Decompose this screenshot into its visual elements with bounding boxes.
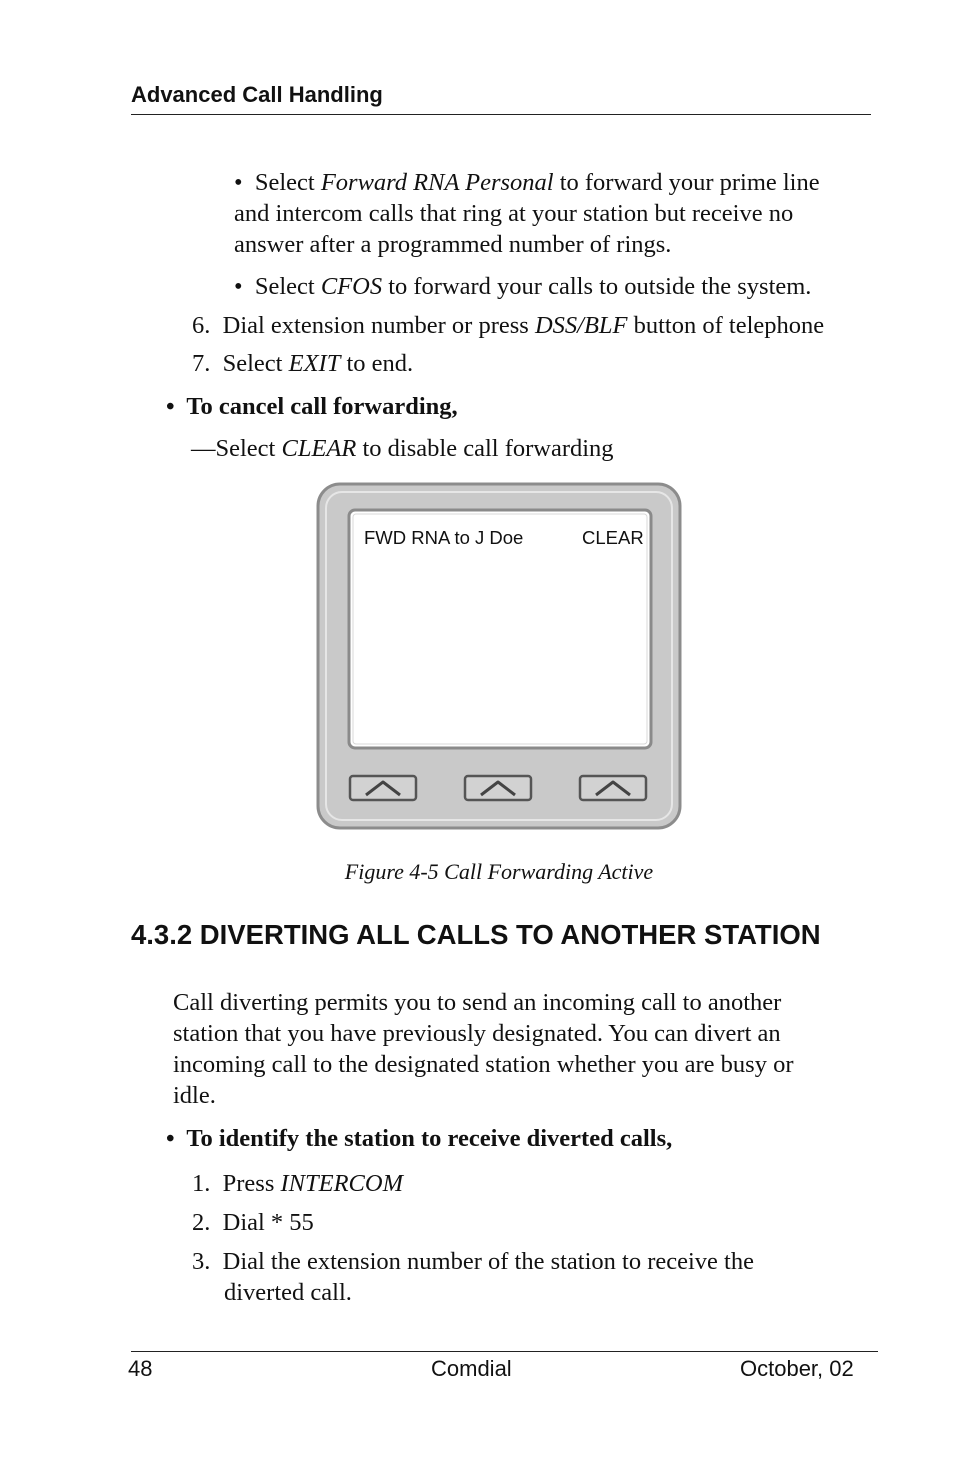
emphasis: Forward RNA Personal (320, 169, 554, 196)
text: incoming call to the designated station whether you are busy or (173, 1051, 794, 1078)
lcd-softkey-label-clear: CLEAR (582, 527, 644, 548)
text: station that you have previously designated. You can divert an (173, 1020, 781, 1047)
text: to forward your prime line (553, 169, 820, 196)
step-number: 3. (192, 1248, 211, 1275)
text: Select (254, 273, 321, 300)
figure-caption: Figure 4-5 Call Forwarding Active (344, 859, 654, 884)
emphasis: INTERCOM (280, 1170, 403, 1197)
text: and intercom calls that ring at your station but receive no (234, 200, 794, 227)
bullet-mark: • (234, 169, 243, 196)
text: Dial * 55 (222, 1209, 314, 1236)
bullet-mark: • (166, 1125, 175, 1152)
text: idle. (173, 1082, 216, 1109)
list-item-cfos (234, 271, 811, 302)
step-7 (192, 348, 413, 379)
text: To cancel call forwarding, (186, 393, 458, 420)
text: diverted call. (224, 1279, 352, 1306)
running-header: Advanced Call Handling (131, 82, 383, 107)
divert-step-3 (192, 1246, 754, 1308)
footer-company: Comdial (431, 1356, 512, 1381)
softkey-middle (465, 776, 531, 800)
emphasis: CFOS (320, 273, 383, 300)
step-number: 2. (192, 1209, 211, 1236)
emphasis: DSS/BLF (534, 312, 628, 339)
section-heading: 4.3.2 DIVERTING ALL CALLS TO ANOTHER STATION (131, 919, 821, 950)
step-number: 6. (192, 312, 211, 339)
text: Select (222, 350, 289, 377)
text: to disable call forwarding (356, 435, 614, 462)
step-number: 7. (192, 350, 211, 377)
footer-rule (131, 1351, 878, 1352)
softkey-left (350, 776, 416, 800)
text: —Select (191, 435, 282, 462)
text: to forward your calls to outside the system. (382, 273, 812, 300)
lcd-status-text: FWD RNA to J Doe (364, 527, 524, 548)
section-paragraph (173, 987, 794, 1111)
list-item-forward-rna (234, 167, 820, 260)
step-6 (192, 310, 824, 341)
step-number: 1. (192, 1170, 211, 1197)
text: Select (254, 169, 321, 196)
divert-step-2 (192, 1207, 314, 1238)
text: answer after a programmed number of rings. (234, 231, 672, 258)
text: Press (222, 1170, 281, 1197)
bullet-mark: • (234, 273, 243, 300)
softkey-right (580, 776, 646, 800)
cancel-forwarding-heading (166, 391, 458, 422)
header-rule (131, 114, 871, 115)
text: button of telephone (627, 312, 825, 339)
bullet-mark: • (166, 393, 175, 420)
page-number: 48 (128, 1356, 153, 1381)
emphasis: EXIT (288, 350, 341, 377)
text: to end. (340, 350, 414, 377)
text: Call diverting permits you to send an incoming call to another (173, 989, 782, 1016)
text: Dial extension number or press (222, 312, 535, 339)
emphasis: CLEAR (281, 435, 357, 462)
cancel-instruction (191, 433, 614, 464)
footer-date: October, 02 (740, 1356, 854, 1381)
text: To identify the station to receive diverted calls, (186, 1125, 673, 1152)
divert-step-1 (192, 1168, 403, 1199)
identify-station-heading (166, 1123, 672, 1154)
text: Dial the extension number of the station to receive the (222, 1248, 754, 1275)
